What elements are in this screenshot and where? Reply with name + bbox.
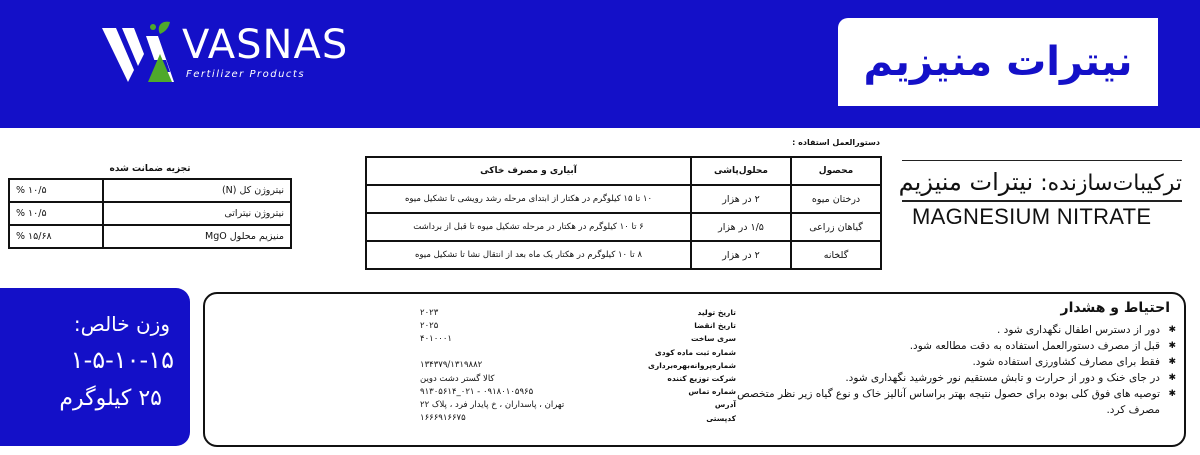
field-value: ۱۳۴۳۷۹/۱۳۱۹۸۸۲: [420, 360, 483, 371]
field-label: شماره‌پروانه‌بهره‌برداری: [648, 360, 736, 370]
composition-label: ترکیبات‌سازنده:: [1040, 171, 1182, 196]
column-header: محلول‌پاشی: [691, 157, 791, 185]
brand-tagline: Fertilizer Products: [186, 69, 306, 80]
field-value: ۱۶۶۶۹۱۶۶۷۵: [420, 413, 466, 424]
field-value: ۰۹۱۸۰۱۰۵۹۶۵ - ۰۲۱_۹۱۳۰۵۶۱۴: [420, 386, 534, 397]
table-cell: ۱۰ تا ۱۵ کیلوگرم در هکتار از ابتدای مرحله رشد رویشی تا تشکیل میوه: [366, 185, 691, 213]
table-cell: ۱/۵ در هزار: [691, 213, 791, 241]
table-cell: ۲ در هزار: [691, 241, 791, 269]
field-label: کدپستی: [706, 413, 736, 423]
field-label: شرکت توزیع کننده: [667, 374, 736, 384]
table-row: [9, 225, 291, 248]
composition-value: نیترات منیزیم: [898, 168, 1034, 196]
composition-english: MAGNESIUM NITRATE: [912, 204, 1152, 229]
list-item: ✱ توصیه های فوق کلی بوده برای حصول نتیجه بهتر براساس آنالیز خاک و نوع گیاه زیر نظر متخصص مصرف کرد.: [736, 386, 1176, 418]
column-header: محصول: [791, 157, 881, 185]
nutrient-formula: ۱-۵-۱۰-۱۵: [70, 346, 174, 374]
product-title: نیترات منیزیم: [863, 39, 1133, 85]
table-cell: ۸ تا ۱۰ کیلوگرم در هکتار یک ماه بعد از انتقال نشا تا تشکیل میوه: [366, 241, 691, 269]
table-cell: ۲ در هزار: [691, 185, 791, 213]
info-row-postal-code: [420, 412, 736, 425]
info-row-expiry-date: [420, 319, 736, 332]
table-cell: نیتروژن کل (N): [103, 179, 291, 202]
warning-title: احتیاط و هشدار: [1060, 300, 1170, 316]
table-cell: % ۱۵/۶۸: [9, 225, 103, 248]
table-row: [366, 241, 881, 269]
info-row-address: [420, 398, 736, 411]
table-cell: درختان میوه: [791, 185, 881, 213]
divider: [902, 160, 1182, 161]
table-cell: % ۱۰/۵: [9, 202, 103, 225]
table-row: [366, 213, 881, 241]
field-label: شماره تماس: [688, 387, 736, 397]
table-cell: نیتروژن نیتراتی: [103, 202, 291, 225]
table-row: [9, 179, 291, 202]
field-value: کالا گستر دشت دوین: [420, 373, 495, 384]
list-item: ✱ در جای خنک و دور از حرارت و تابش مستقیم نور خورشید نگهداری شود.: [736, 370, 1176, 386]
table-cell: گیاهان زراعی: [791, 213, 881, 241]
usage-table: [365, 156, 882, 270]
table-cell: گلخانه: [791, 241, 881, 269]
brand-mark-icon: [100, 20, 180, 86]
table-header-row: [366, 157, 881, 185]
guaranteed-caption: تجزیه ضمانت شده: [109, 164, 191, 174]
field-value: ۲۰۲۳: [420, 307, 439, 318]
list-item: ✱ فقط برای مصارف کشاورزی استفاده شود.: [736, 354, 1176, 370]
product-info-fields: [420, 306, 736, 425]
info-row-phone: [420, 385, 736, 398]
info-row-distributor: [420, 372, 736, 385]
net-weight-panel: [0, 288, 190, 446]
divider: [902, 200, 1182, 202]
brand-logo: [100, 16, 360, 86]
field-label: آدرس: [714, 400, 736, 410]
net-weight-value: ۲۵ کیلوگرم: [59, 386, 162, 411]
info-row-license: [420, 359, 736, 372]
list-item: ✱ دور از دسترس اطفال نگهداری شود .: [736, 322, 1176, 338]
table-cell: منیزیم محلول MgO: [103, 225, 291, 248]
field-label: تاریخ تولید: [697, 308, 736, 318]
field-label: شماره ثبت ماده کودی: [654, 347, 736, 357]
composition-title: [899, 168, 1182, 196]
product-title-box: [838, 18, 1158, 106]
column-header: آبیاری و مصرف خاکی: [366, 157, 691, 185]
table-cell: ۶ تا ۱۰ کیلوگرم در هکتار در مرحله تشکیل میوه تا قبل از برداشت: [366, 213, 691, 241]
info-row-batch: [420, 332, 736, 345]
net-weight-label: وزن خالص:: [73, 312, 170, 336]
field-value: تهران ، پاسداران ، خ پایدار فرد ، پلاک ۲۲: [420, 399, 565, 410]
field-label: تاریخ انقضا: [694, 321, 736, 331]
table-cell: % ۱۰/۵: [9, 179, 103, 202]
usage-caption: دستورالعمل استفاده :: [792, 138, 880, 147]
table-row: [9, 202, 291, 225]
list-item: ✱ قبل از مصرف دستورالعمل استفاده به دقت مطالعه شود.: [736, 338, 1176, 354]
brand-name: VASNAS: [182, 22, 349, 68]
table-row: [366, 185, 881, 213]
guaranteed-table: [8, 178, 292, 249]
info-row-registration: [420, 346, 736, 359]
field-value: ۴۰۱۰۰۰۱: [420, 333, 452, 344]
field-label: سری ساخت: [690, 334, 736, 344]
field-value: ۲۰۲۵: [420, 320, 439, 331]
header-band: [0, 0, 1200, 128]
info-row-production-date: [420, 306, 736, 319]
warning-list: [736, 322, 1176, 418]
